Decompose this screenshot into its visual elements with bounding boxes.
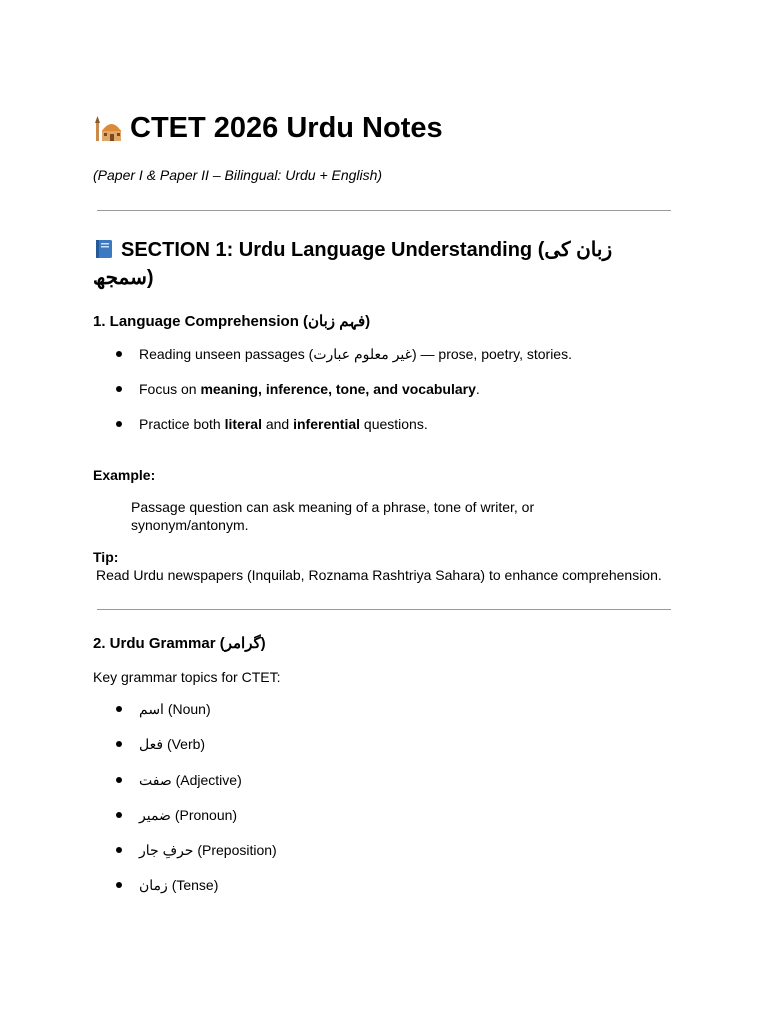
- section-1-heading-text: SECTION 1: Urdu Language Understanding (زبان کی سمجھ): [93, 239, 613, 289]
- bullet-dot: [116, 847, 122, 853]
- bullet-dot: [116, 386, 122, 392]
- document-subtitle: (Paper I & Paper II – Bilingual: Urdu + English): [93, 167, 383, 183]
- list-item: Focus on meaning, inference, tone, and vocabulary.: [116, 381, 480, 397]
- mosque-icon: [93, 114, 123, 144]
- bullet-dot: [116, 882, 122, 888]
- bullet-dot: [116, 706, 122, 712]
- list-item: حرفِ جار (Preposition): [116, 842, 277, 859]
- grammar-intro: Key grammar topics for CTET:: [93, 669, 281, 685]
- bullet-dot: [116, 351, 122, 357]
- list-item: صفت (Adjective): [116, 772, 242, 789]
- horizontal-divider: [97, 609, 671, 610]
- section-1-heading: [93, 236, 663, 292]
- tip-text: Read Urdu newspapers (Inquilab, Roznama Rashtriya Sahara) to enhance comprehension.: [96, 567, 662, 583]
- title-text: CTET 2026 Urdu Notes: [130, 112, 443, 144]
- list-item: اسم (Noun): [116, 701, 211, 718]
- bullet-dot: [116, 421, 122, 427]
- horizontal-divider: [97, 210, 671, 211]
- example-label: Example:: [93, 467, 156, 483]
- list-item: ضمیر (Pronoun): [116, 807, 237, 824]
- tip-label: Tip:: [93, 549, 119, 565]
- subsection-1-heading: 1. Language Comprehension (فہم زبان): [93, 313, 371, 330]
- example-text: Passage question can ask meaning of a phrase, tone of writer, or synonym/antonym.: [131, 499, 535, 533]
- blue-book-icon: [93, 238, 115, 260]
- list-item: فعل (Verb): [116, 736, 205, 753]
- bullet-dot: [116, 777, 122, 783]
- bullet-dot: [116, 741, 122, 747]
- document-title: [93, 112, 443, 145]
- list-item: Reading unseen passages (غیر معلوم عبارت) — prose, poetry, stories.: [116, 346, 572, 363]
- list-item: زمان (Tense): [116, 877, 218, 894]
- list-item: Practice both literal and inferential questions.: [116, 416, 428, 432]
- bullet-dot: [116, 812, 122, 818]
- subsection-2-heading: 2. Urdu Grammar (گرامر): [93, 635, 266, 652]
